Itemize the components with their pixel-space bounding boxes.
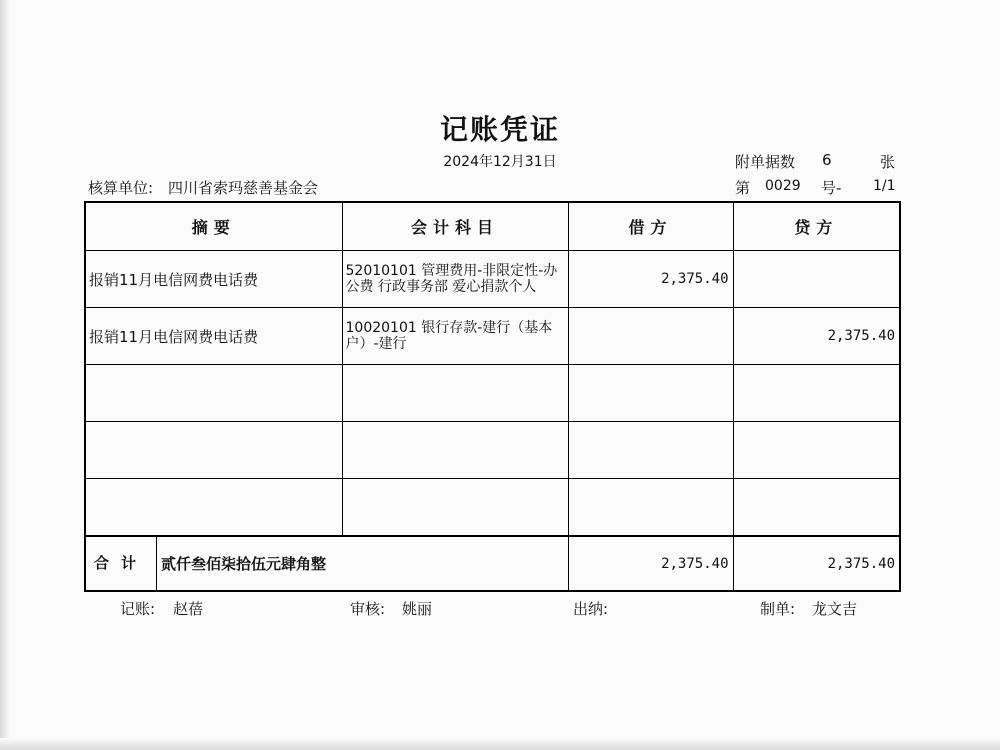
total-debit: 2,375.40 <box>568 536 733 591</box>
row-summary <box>85 365 342 422</box>
table-row <box>85 422 900 479</box>
scan-edge <box>0 738 1000 750</box>
row-credit <box>733 422 900 479</box>
attachments-label: 附单据数 <box>735 153 796 171</box>
row-account <box>342 422 568 479</box>
total-label: 合计 <box>86 537 157 590</box>
row-debit: 2,375.40 <box>568 251 733 308</box>
auditor-name: 姚丽 <box>402 600 433 618</box>
maker-label: 制单: <box>760 600 796 618</box>
row-summary: 报销11月电信网费电话费 <box>85 251 342 308</box>
accounting-unit-label: 核算单位: <box>88 179 154 197</box>
header-debit: 借方 <box>568 202 733 251</box>
row-credit <box>733 365 900 422</box>
total-cell <box>85 536 568 591</box>
row-credit <box>733 251 900 308</box>
row-debit <box>568 365 733 422</box>
row-account: 10020101 银行存款-建行（基本户）-建行 <box>342 308 568 365</box>
bookkeeper-name: 赵蓓 <box>173 600 204 618</box>
row-account: 52010101 管理费用-非限定性-办公费 行政事务部 爱心捐款个人 <box>342 251 568 308</box>
table-row <box>85 308 900 365</box>
table-header-row <box>85 202 900 251</box>
total-credit: 2,375.40 <box>733 536 900 591</box>
attachments-count: 6 <box>822 151 832 169</box>
cashier-label: 出纳: <box>573 600 609 618</box>
row-credit: 2,375.40 <box>733 308 900 365</box>
row-debit <box>568 308 733 365</box>
voucher-page: 1/1 <box>873 178 896 194</box>
table-row <box>85 251 900 308</box>
row-summary <box>85 479 342 537</box>
attachments-unit: 张 <box>880 153 896 171</box>
row-summary <box>85 422 342 479</box>
maker-name: 龙文吉 <box>812 600 858 618</box>
header-summary: 摘要 <box>85 202 342 251</box>
voucher-table <box>84 201 901 592</box>
voucher-title: 记账凭证 <box>439 113 560 146</box>
accounting-unit-name: 四川省索玛慈善基金会 <box>168 179 319 197</box>
table-row <box>85 365 900 422</box>
voucher-number: 0029 <box>765 178 801 194</box>
table-row <box>85 479 900 537</box>
bookkeeper-label: 记账: <box>120 600 156 618</box>
header-account: 会计科目 <box>342 202 568 251</box>
total-amount-words: 贰仟叁佰柒拾伍元肆角整 <box>161 555 327 573</box>
auditor-label: 审核: <box>350 600 386 618</box>
total-row <box>85 536 900 591</box>
row-debit <box>568 479 733 537</box>
voucher-date: 2024年12月31日 <box>443 154 557 170</box>
header-credit: 贷方 <box>733 202 900 251</box>
row-credit <box>733 479 900 537</box>
row-summary: 报销11月电信网费电话费 <box>85 308 342 365</box>
row-account <box>342 365 568 422</box>
row-debit <box>568 422 733 479</box>
voucher-number-suffix: 号- <box>821 179 842 197</box>
voucher-number-prefix: 第 <box>735 179 751 197</box>
row-account <box>342 479 568 537</box>
